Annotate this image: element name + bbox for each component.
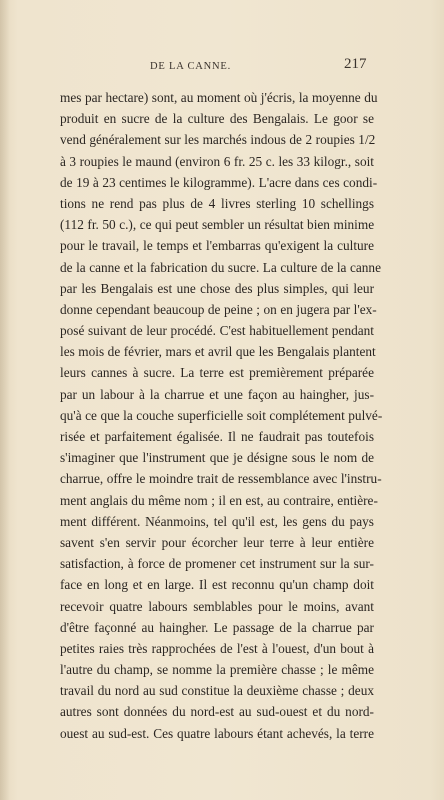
spine-shadow (0, 0, 10, 800)
text-line: pour le travail, le temps et l'embarras qu'exigent la culture (60, 238, 374, 254)
text-line: tions ne rend pas plus de 4 livres sterling 10 schellings (60, 195, 374, 211)
text-line: mes par hectare) sont, au moment où j'écris, la moyenne du (60, 90, 378, 105)
text-line: posé suivant de leur procédé. C'est habituellement pendant (60, 323, 374, 339)
text-line: ment différent. Néanmoins, tel qu'il est, les gens du pays (60, 513, 374, 529)
text-line: l'autre du champ, se nomme la première chasse ; le même (60, 662, 374, 678)
text-line: produit en sucre de la culture des Bengalais. Le goor se (60, 111, 374, 127)
text-line: ment anglais du même nom ; il en est, au contraire, entière- (60, 492, 378, 508)
text-line: par un labour à la charrue et une façon au haingher, jus- (60, 386, 374, 402)
text-line: s'imaginer que l'instrument que je désigne sous le nom de (60, 450, 374, 466)
page-number: 217 (344, 56, 367, 72)
text-line: recevoir quatre labours semblables pour le moins, avant (60, 598, 374, 614)
text-line: à 3 roupies le maund (environ 6 fr. 25 c. les 33 kilogr., soit (60, 153, 374, 169)
text-line: d'être façonné au haingher. Le passage de la charrue par (60, 619, 374, 635)
body-text (60, 87, 383, 744)
text-line: charrue, offre le moindre trait de ressemblance avec l'instru- (60, 471, 382, 487)
text-line: travail du nord au sud constitue la deuxième chasse ; deux (60, 683, 374, 699)
text-line: savent s'en servir pour écorcher leur terre à leur entière (60, 534, 374, 550)
text-line: qu'à ce que la couche superficielle soit complétement pulvé- (60, 407, 383, 423)
text-line: de la canne et la fabrication du sucre. La culture de la canne (60, 259, 381, 275)
text-line: risée et parfaitement égalisée. Il ne faudrait pas toutefois (60, 429, 374, 444)
text-line: donne cependant beaucoup de peine ; on en jugera par l'ex- (60, 301, 377, 317)
text-line: ouest au sud-est. Ces quatre labours étant achevés, la terre (60, 725, 374, 741)
text-line: vend généralement sur les marchés indous de 2 roupies 1/2 (60, 132, 376, 148)
text-line: (112 fr. 50 c.), ce qui peut sembler un résultat bien minime (60, 217, 375, 233)
text-line: autres sont données du nord-est au sud-ouest et du nord- (60, 704, 374, 720)
text-line: leurs cannes à sucre. La terre est premièrement préparée (60, 365, 374, 381)
running-head: DE LA CANNE. (150, 61, 232, 72)
text-line: de 19 à 23 centimes le kilogramme). L'acre dans ces condi- (60, 174, 378, 190)
text-line: par les Bengalais est une chose des plus simples, qui leur (60, 280, 374, 296)
text-line: satisfaction, à force de promener cet instrument sur la sur- (60, 556, 374, 572)
text-line: les mois de février, mars et avril que les Bengalais plantent (60, 344, 376, 360)
text-line: face en long et en large. Il est reconnu qu'un champ doit (60, 577, 374, 593)
text-line: petites raies très rapprochées de l'est à l'ouest, d'un bout à (60, 640, 374, 656)
